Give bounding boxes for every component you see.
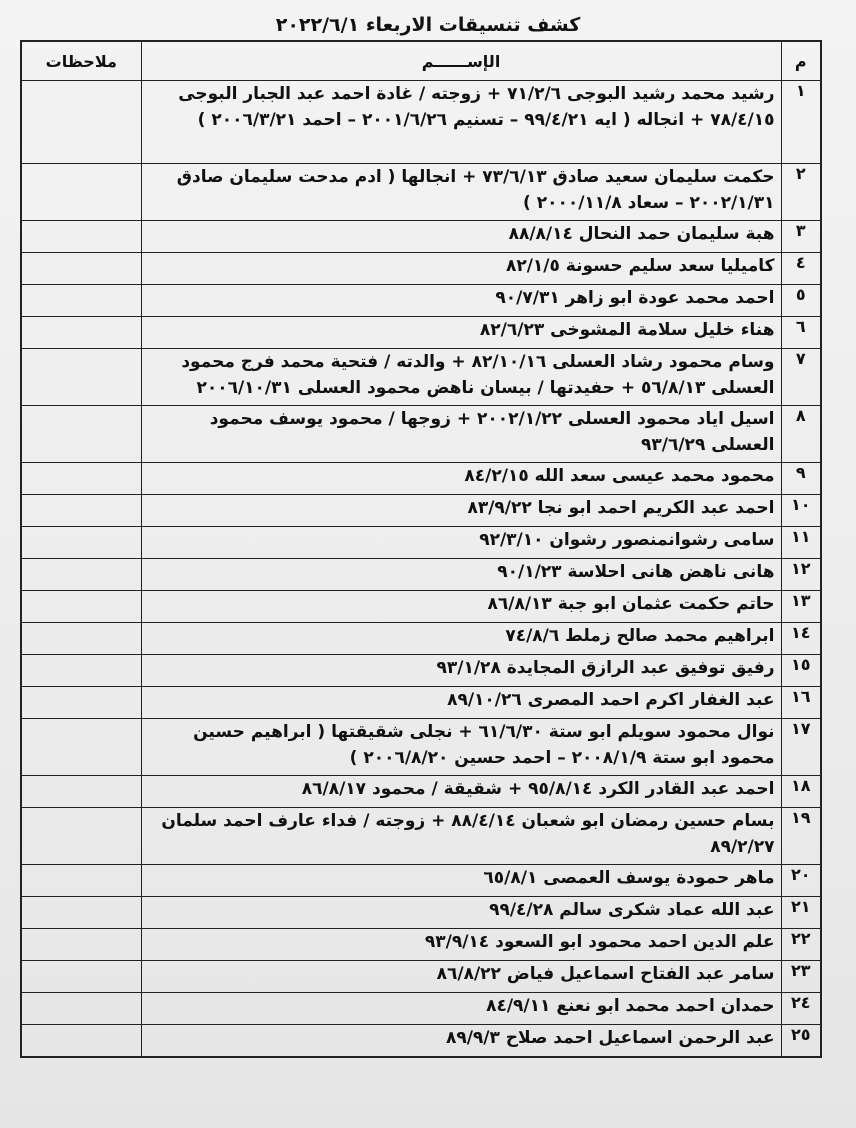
table-row — [21, 961, 821, 993]
row-name: كاميليا سعد سليم حسونة ٨٢/١/٥ — [141, 253, 781, 285]
table-row — [21, 164, 821, 221]
row-note — [21, 719, 141, 776]
row-note — [21, 591, 141, 623]
row-note — [21, 897, 141, 929]
row-name: حكمت سليمان سعيد صادق ٧٣/٦/١٣ + انجالها ( ادم مدحت سليمان صادق ٢٠٠٢/١/٣١ – سعاد ٢٠٠٠/١١/٨ ) — [141, 164, 781, 221]
table-row — [21, 687, 821, 719]
table-row — [21, 559, 821, 591]
header-notes: ملاحظات — [21, 41, 141, 81]
table-row — [21, 897, 821, 929]
row-name: سامى رشوانمنصور رشوان ٩٢/٣/١٠ — [141, 527, 781, 559]
row-number: ١٤ — [781, 623, 821, 655]
header-name: الإســــــم — [141, 41, 781, 81]
row-name: عبد الله عماد شكرى سالم ٩٩/٤/٢٨ — [141, 897, 781, 929]
row-number: ٢١ — [781, 897, 821, 929]
table-row — [21, 1025, 821, 1058]
row-note — [21, 687, 141, 719]
row-note — [21, 655, 141, 687]
row-name: احمد عبد القادر الكرد ٩٥/٨/١٤ + شقيقة / محمود ٨٦/٨/١٧ — [141, 776, 781, 808]
table-row — [21, 527, 821, 559]
row-name: سامر عبد الفتاح اسماعيل فياض ٨٦/٨/٢٢ — [141, 961, 781, 993]
table-row — [21, 81, 821, 164]
row-note — [21, 164, 141, 221]
row-name: عبد الرحمن اسماعيل احمد صلاح ٨٩/٩/٣ — [141, 1025, 781, 1058]
row-number: ١٢ — [781, 559, 821, 591]
row-number: ٤ — [781, 253, 821, 285]
row-note — [21, 1025, 141, 1058]
row-number: ١٨ — [781, 776, 821, 808]
table-row — [21, 719, 821, 776]
names-table — [20, 40, 822, 1058]
table-header-row — [21, 41, 821, 81]
row-number: ١٩ — [781, 808, 821, 865]
row-name: هانى ناهض هانى احلاسة ٩٠/١/٢٣ — [141, 559, 781, 591]
row-number: ٣ — [781, 221, 821, 253]
row-name: محمود محمد عيسى سعد الله ٨٤/٢/١٥ — [141, 463, 781, 495]
row-note — [21, 527, 141, 559]
row-note — [21, 808, 141, 865]
row-note — [21, 559, 141, 591]
row-name: هبة سليمان حمد النحال ٨٨/٨/١٤ — [141, 221, 781, 253]
row-number: ٢ — [781, 164, 821, 221]
row-note — [21, 406, 141, 463]
table-row — [21, 495, 821, 527]
row-number: ٦ — [781, 317, 821, 349]
row-note — [21, 349, 141, 406]
row-name: هناء خليل سلامة المشوخى ٨٢/٦/٢٣ — [141, 317, 781, 349]
table-row — [21, 623, 821, 655]
table-row — [21, 776, 821, 808]
row-name: رشيد محمد رشيد البوجى ٧١/٢/٦ + زوجته / غادة احمد عبد الجبار البوجى ٧٨/٤/١٥ + انجاله ( ايه ٩٩/٤/٢١ – تسنيم ٢٠٠١/٦/٢٦ – احمد ٢٠٠٦/٣/٢١ ) — [141, 81, 781, 164]
table-row — [21, 406, 821, 463]
row-number: ٢٢ — [781, 929, 821, 961]
header-number: م — [781, 41, 821, 81]
row-note — [21, 623, 141, 655]
row-name: نوال محمود سويلم ابو ستة ٦١/٦/٣٠ + نجلى شقيقتها ( ابراهيم حسين محمود ابو ستة ٢٠٠٨/١/٩ – احمد حسين ٢٠٠٦/٨/٢٠ ) — [141, 719, 781, 776]
row-note — [21, 81, 141, 164]
row-number: ٨ — [781, 406, 821, 463]
row-note — [21, 929, 141, 961]
row-name: وسام محمود رشاد العسلى ٨٢/١٠/١٦ + والدته / فتحية محمد فرج محمود العسلى ٥٦/٨/١٣ + حفيدتها / بيسان ناهض محمود العسلى ٢٠٠٦/١٠/٣١ — [141, 349, 781, 406]
row-number: ١ — [781, 81, 821, 164]
row-number: ٢٥ — [781, 1025, 821, 1058]
row-number: ٢٤ — [781, 993, 821, 1025]
table-row — [21, 591, 821, 623]
row-name: عبد الغفار اكرم احمد المصرى ٨٩/١٠/٢٦ — [141, 687, 781, 719]
table-row — [21, 463, 821, 495]
row-note — [21, 317, 141, 349]
row-number: ٢٠ — [781, 865, 821, 897]
row-name: حمدان احمد محمد ابو نعنع ٨٤/٩/١١ — [141, 993, 781, 1025]
row-name: رفيق توفيق عبد الرازق المجايدة ٩٣/١/٢٨ — [141, 655, 781, 687]
row-name: اسيل اياد محمود العسلى ٢٠٠٢/١/٢٢ + زوجها / محمود يوسف محمود العسلى ٩٣/٦/٢٩ — [141, 406, 781, 463]
row-note — [21, 776, 141, 808]
row-number: ١٣ — [781, 591, 821, 623]
row-note — [21, 463, 141, 495]
table-row — [21, 865, 821, 897]
row-name: احمد محمد عودة ابو زاهر ٩٠/٧/٣١ — [141, 285, 781, 317]
row-number: ١٦ — [781, 687, 821, 719]
row-number: ٧ — [781, 349, 821, 406]
row-note — [21, 961, 141, 993]
row-number: ٥ — [781, 285, 821, 317]
table-row — [21, 285, 821, 317]
row-note — [21, 993, 141, 1025]
table-row — [21, 808, 821, 865]
row-name: علم الدين احمد محمود ابو السعود ٩٣/٩/١٤ — [141, 929, 781, 961]
row-note — [21, 285, 141, 317]
row-note — [21, 865, 141, 897]
row-name: احمد عبد الكريم احمد ابو نجا ٨٣/٩/٢٢ — [141, 495, 781, 527]
table-row — [21, 221, 821, 253]
row-number: ٢٣ — [781, 961, 821, 993]
row-note — [21, 253, 141, 285]
page-title: كشف تنسيقات الاربعاء ٢٠٢٢/٦/١ — [275, 14, 581, 36]
row-number: ١٥ — [781, 655, 821, 687]
row-number: ٩ — [781, 463, 821, 495]
table-row — [21, 655, 821, 687]
table-row — [21, 349, 821, 406]
table-row — [21, 993, 821, 1025]
row-number: ١٧ — [781, 719, 821, 776]
row-note — [21, 221, 141, 253]
row-name: ماهر حمودة يوسف العمصى ٦٥/٨/١ — [141, 865, 781, 897]
row-name: بسام حسين رمضان ابو شعبان ٨٨/٤/١٤ + زوجته / فداء عارف احمد سلمان ٨٩/٢/٢٧ — [141, 808, 781, 865]
row-name: ابراهيم محمد صالح زملط ٧٤/٨/٦ — [141, 623, 781, 655]
table-row — [21, 253, 821, 285]
table-row — [21, 317, 821, 349]
row-number: ١٠ — [781, 495, 821, 527]
row-note — [21, 495, 141, 527]
row-name: حاتم حكمت عثمان ابو جبة ٨٦/٨/١٣ — [141, 591, 781, 623]
table-row — [21, 929, 821, 961]
row-number: ١١ — [781, 527, 821, 559]
